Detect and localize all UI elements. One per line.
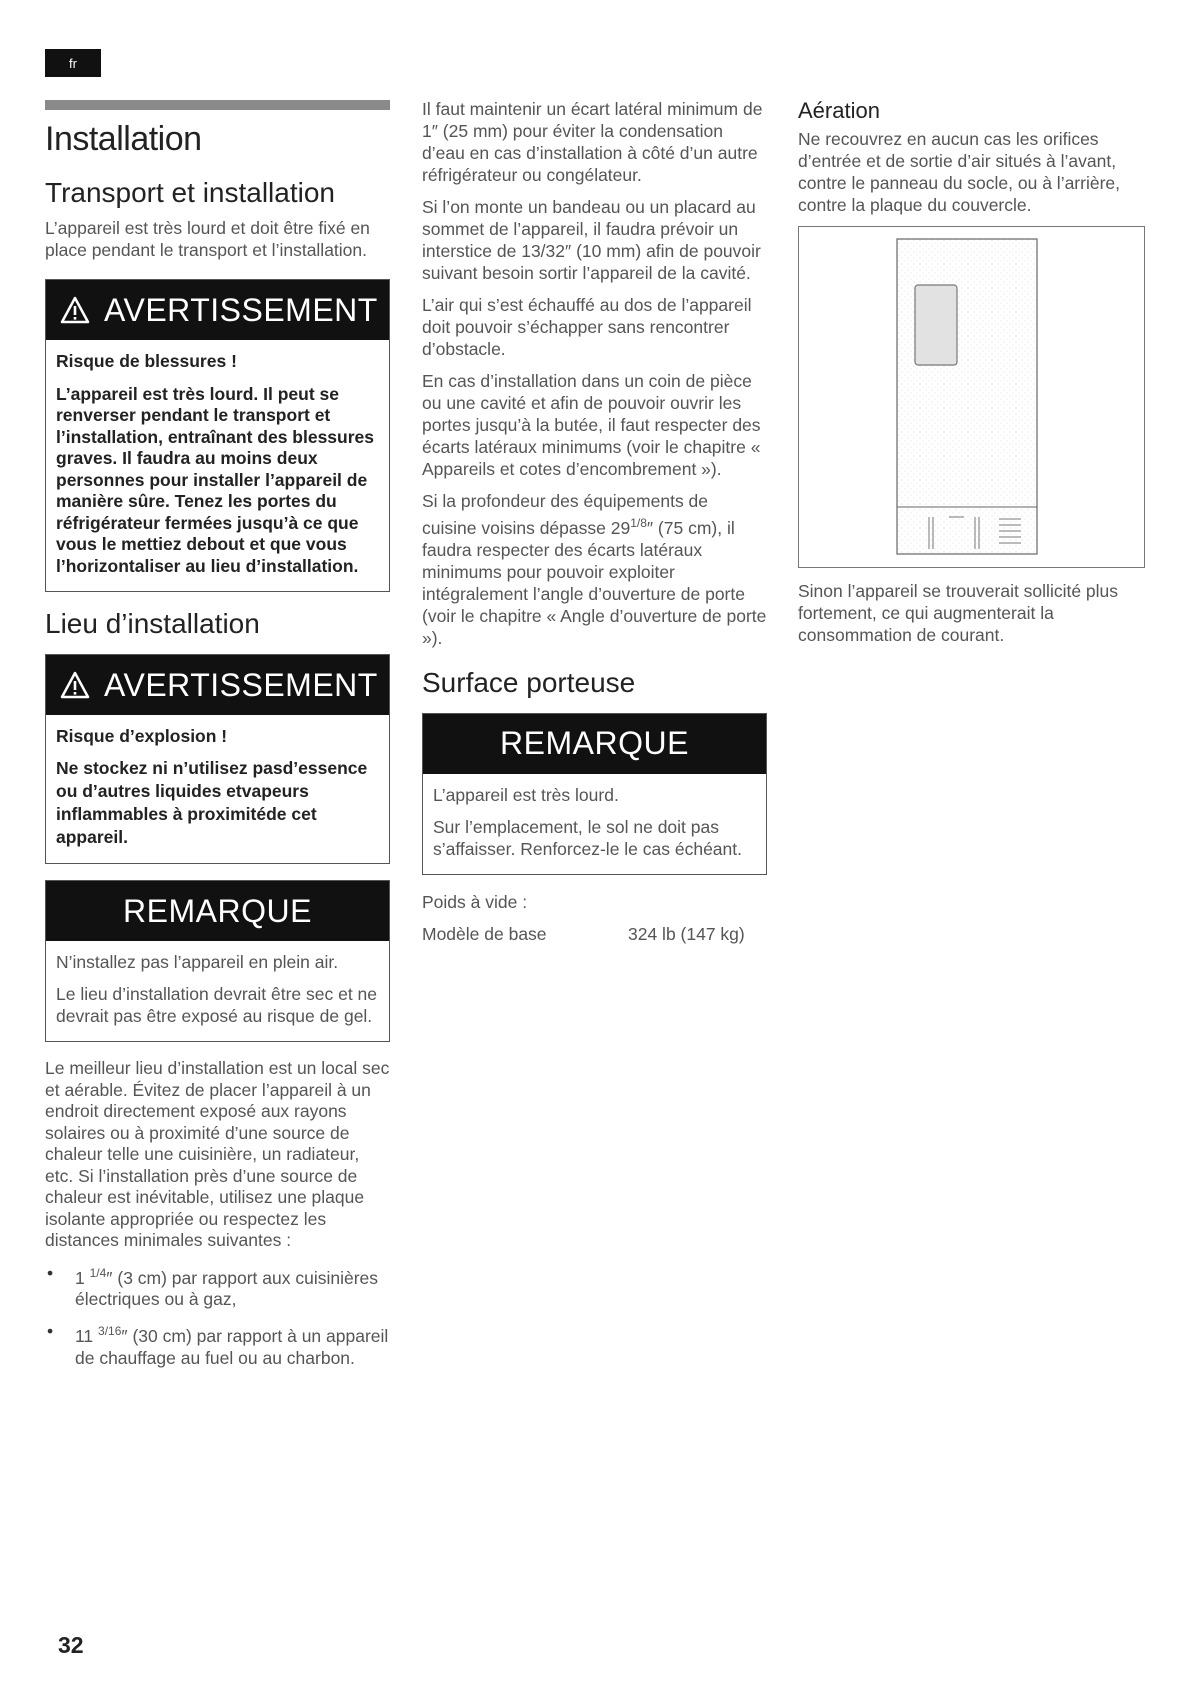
note-text: L’appareil est très lourd. bbox=[433, 784, 619, 805]
warning-box-injury bbox=[45, 279, 390, 592]
note-body bbox=[423, 774, 766, 874]
heading-transport: Transport et installation bbox=[45, 177, 335, 208]
warning-header bbox=[46, 280, 389, 340]
paragraph: En cas d’installation dans un coin de pièce ou une cavité et afin de pouvoir ouvrir les portes jusqu’à la butée, il faut respecter des écarts latéraux minimums (voir le chapitre « Appareils et cotes d’encombrement »). bbox=[422, 371, 761, 479]
paragraph: Si la profondeur des équipements de cuisine voisins dépasse $29^{1/8}''$ (75 cm), il faudra respecter des écarts latéraux minimums pour pouvoir exploiter intégralement l’angle d’ouverture de porte (voir le chapitre « Angle d’ouverture de porte »). bbox=[422, 491, 767, 648]
warning-body bbox=[46, 715, 389, 863]
column-left bbox=[45, 100, 390, 1379]
note-box-location bbox=[45, 880, 390, 1042]
note-box-surface bbox=[422, 713, 767, 875]
list-item: • 1 $^{1/4}$″ (3 cm) par rapport aux cuisinières électriques ou à gaz, bbox=[45, 1262, 390, 1311]
warning-box-explosion bbox=[45, 654, 390, 864]
warning-title: AVERTISSEMENT bbox=[104, 666, 378, 703]
heading-aeration: Aération bbox=[798, 98, 880, 123]
section-rule bbox=[45, 100, 390, 110]
warning-text: L’appareil est très lourd. Il peut se renverser pendant le transport et l’installation, entraînant des blessures graves. Il faudra au moins deux personnes pour installer l’appareil de manière sûre. Tenez les portes du réfrigérateur fermées jusqu’à ce que vous le mettiez debout et que vous l’horizontaliser au lieu d’installation. bbox=[56, 383, 375, 576]
note-header bbox=[423, 714, 766, 774]
warning-body bbox=[46, 340, 389, 591]
page-number: 32 bbox=[58, 1632, 84, 1658]
note-header bbox=[46, 881, 389, 941]
note-body bbox=[46, 941, 389, 1041]
aeration-text: Ne recouvrez en aucun cas les orifices d’entrée et de sortie d’air situés à l’avant, contre le panneau du socle, ou à l’arrière, contre la plaque du couvercle. bbox=[798, 129, 1121, 215]
location-body-text: Le meilleur lieu d’installation est un local sec et aérable. Évitez de placer l’appareil à un endroit directement exposé aux rayons solaires ou à proximité d’une source de chaleur telle une cuisinière, un radiateur, etc. Si l’installation près d’une source de chaleur est inévitable, utilisez une plaque isolante appropriée ou respectez les distances minimales suivantes : bbox=[45, 1058, 390, 1250]
aeration-after-text: Sinon l’appareil se trouverait sollicité plus fortement, ce qui augmenterait la consommation de courant. bbox=[798, 581, 1119, 645]
note-text: Sur l’emplacement, le sol ne doit pas s’affaisser. Renforcez-le le cas échéant. bbox=[433, 816, 743, 859]
weight-value: 324 lb (147 kg) bbox=[628, 923, 745, 944]
column-middle bbox=[422, 98, 767, 945]
heading-surface: Surface porteuse bbox=[422, 666, 636, 698]
weight-label: Poids à vide : bbox=[422, 891, 528, 912]
warning-header bbox=[46, 655, 389, 715]
note-text: Le lieu d’installation devrait être sec et ne devrait pas être exposé au risque de gel. bbox=[56, 984, 378, 1026]
heading-lieu: Lieu d’installation bbox=[45, 608, 260, 639]
warning-triangle-icon bbox=[60, 671, 90, 699]
note-title: REMARQUE bbox=[123, 892, 312, 929]
column-right bbox=[798, 98, 1143, 656]
distance-list bbox=[45, 1262, 390, 1370]
paragraph: Il faut maintenir un écart latéral minimum de 1″ (25 mm) pour éviter la condensation d’eau en cas d’installation à côté d’un autre réfrigérateur ou congélateur. bbox=[422, 99, 763, 185]
warning-triangle-icon bbox=[60, 296, 90, 324]
language-badge: fr bbox=[45, 49, 101, 77]
warning-subtitle: Risque d’explosion ! bbox=[56, 726, 228, 746]
refrigerator-front-illustration bbox=[799, 227, 1144, 567]
weight-model: Modèle de base bbox=[422, 923, 547, 944]
warning-subtitle: Risque de blessures ! bbox=[56, 351, 237, 371]
weight-row bbox=[422, 923, 767, 945]
paragraph: L’air qui s’est échauffé au dos de l’appareil doit pouvoir s’échapper sans rencontrer d’obstacle. bbox=[422, 295, 752, 359]
list-item: • 11 $^{3/16}$″ (30 cm) par rapport à un appareil de chauffage au fuel ou au charbon. bbox=[45, 1320, 390, 1369]
paragraph: Si l’on monte un bandeau ou un placard au sommet de l’appareil, il faudra prévoir un interstice de 13/32″ (10 mm) afin de pouvoir suivant besoin sortir l’appareil de la cavité. bbox=[422, 197, 761, 283]
note-title: REMARQUE bbox=[500, 725, 689, 762]
page-title: Installation bbox=[45, 120, 202, 158]
note-text: N’installez pas l’appareil en plein air. bbox=[56, 952, 339, 972]
transport-text: L’appareil est très lourd et doit être fixé en place pendant le transport et l’installation. bbox=[45, 218, 370, 260]
warning-title: AVERTISSEMENT bbox=[104, 291, 378, 328]
warning-text: Ne stockez ni n’utilisez pasd’essence ou d’autres liquides etvapeurs inflammables à proximitéde cet appareil. bbox=[56, 758, 368, 847]
appliance-illustration bbox=[798, 226, 1145, 568]
